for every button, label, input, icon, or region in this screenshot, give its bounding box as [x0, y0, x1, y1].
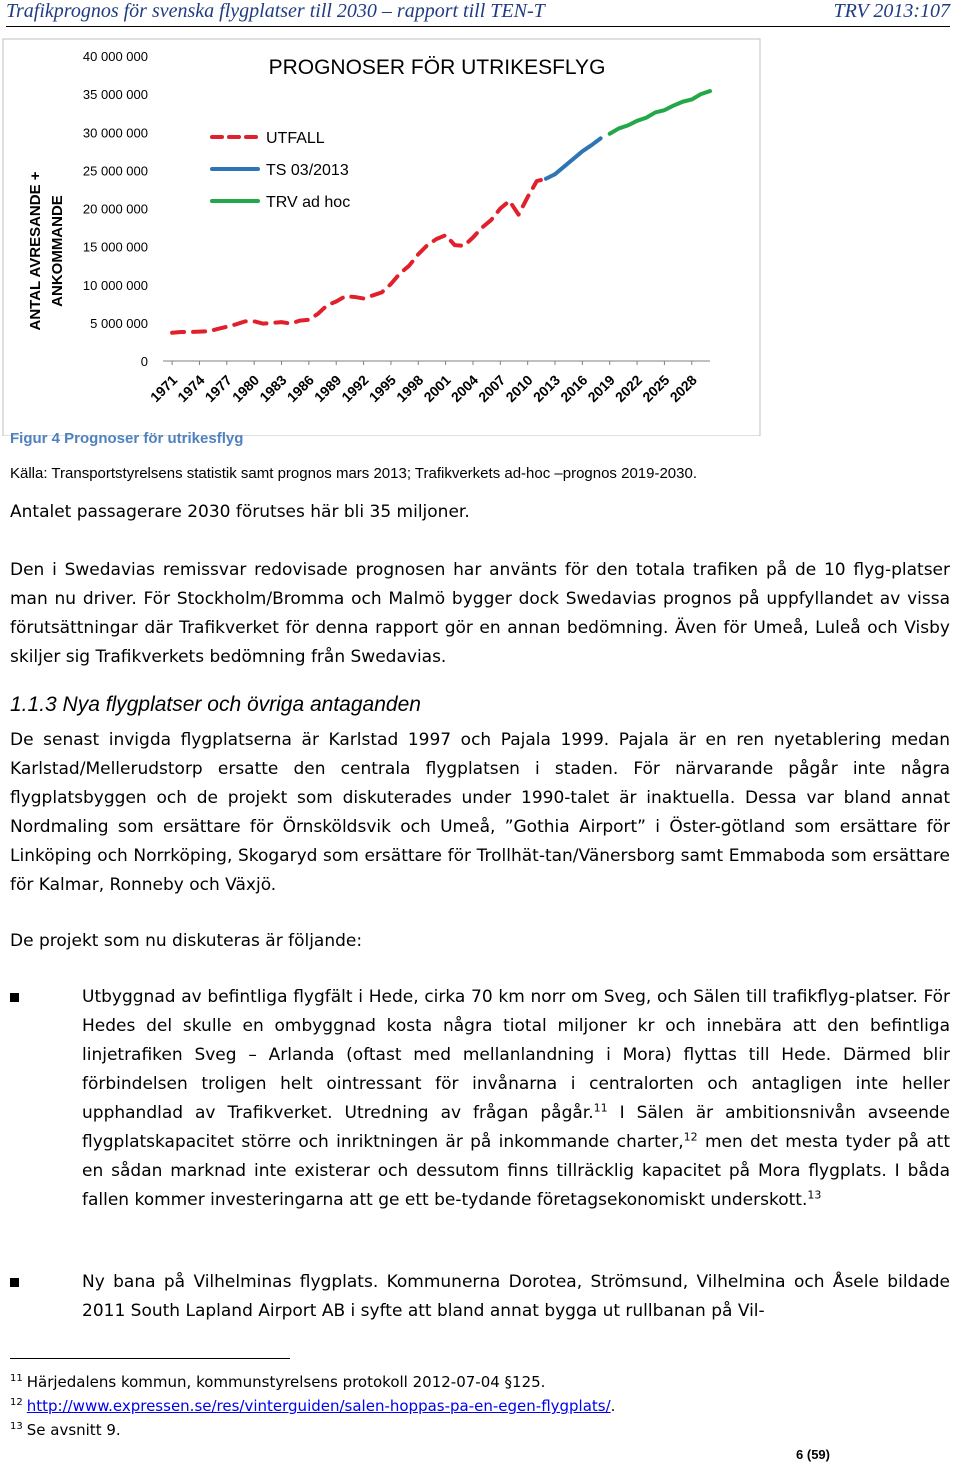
x-tick-label: 2013: [529, 371, 564, 406]
paragraph-passengers: Antalet passagerare 2030 förutses här bli 35 miljoner.: [10, 502, 470, 522]
footnote-ref: 11: [593, 1101, 608, 1115]
forecast-chart: [0, 36, 960, 436]
header-title: Trafikprognos för svenska flygplatser till 2030 – rapport till TEN-T: [6, 0, 545, 22]
x-tick-label: 1980: [228, 371, 263, 406]
y-axis-title: ANTAL AVRESANDE +: [27, 171, 44, 331]
x-tick-label: 2028: [666, 371, 700, 406]
paragraph-swedavia: Den i Swedavias remissvar redovisade prognosen har använts för den totala trafiken på de 10 flyg-platser man nu driver. För Stockholm/Bromma och Malmö bygger dock Swedavias prognos på uppfyllandet av vissa förutsättningar där Trafikverket för denna rapport gör en annan bedömning. Även för Umeå, Luleå och Visby skiljer sig Trafikverkets bedömning från Swedavias.: [10, 560, 950, 667]
legend-label: TS 03/2013: [266, 162, 349, 179]
list-item: [10, 1268, 950, 1326]
footnote-ref: 12: [683, 1130, 698, 1144]
x-tick-label: 1974: [174, 371, 208, 406]
footnote: $^{11}$ Härjedalens kommun, kommunstyrelsens protokoll 2012-07-04 §125.: [10, 1373, 546, 1391]
x-tick-label: 1992: [338, 371, 372, 406]
y-tick-label: 0: [140, 354, 148, 369]
figure-caption: Figur 4 Prognoser för utrikesflyg: [10, 430, 244, 447]
series-line: [610, 91, 710, 134]
chart-title: PROGNOSER FÖR UTRIKESFLYG: [268, 56, 606, 79]
figure-source: Källa: Transportstyrelsens statistik samt prognos mars 2013; Trafikverkets ad-hoc –prognos 2019-2030.: [10, 465, 698, 482]
footnote: $^{13}$ Se avsnitt 9.: [10, 1421, 121, 1439]
x-tick-label: 1989: [310, 371, 345, 406]
x-tick-label: 2004: [447, 371, 482, 406]
y-tick-label: 40 000 000: [82, 49, 148, 64]
x-tick-label: 2025: [639, 371, 673, 406]
y-axis-title: ANKOMMANDE: [49, 195, 66, 307]
bullet-square-icon: [10, 993, 19, 1002]
y-tick-label: 15 000 000: [82, 239, 148, 255]
x-tick-label: 2019: [584, 371, 618, 406]
y-tick-label: 10 000 000: [82, 277, 148, 293]
legend-label: TRV ad hoc: [266, 194, 351, 211]
y-tick-label: 5 000 000: [90, 315, 148, 331]
x-tick-label: 1971: [146, 371, 181, 406]
footnote-link[interactable]: http://www.expressen.se/res/vinterguiden/salen-hoppas-pa-en-egen-flygplats/: [26, 1397, 611, 1415]
y-tick-label: 25 000 000: [82, 163, 148, 179]
page-number: 6 (59): [796, 1447, 830, 1462]
x-tick-label: 2010: [502, 371, 536, 406]
y-tick-label: 30 000 000: [82, 125, 148, 141]
y-tick-label: 20 000 000: [82, 201, 148, 217]
paragraph-projects-intro: De projekt som nu diskuteras är följande:: [10, 931, 363, 951]
legend-label: UTFALL: [266, 130, 325, 147]
x-tick-label: 2016: [557, 371, 591, 406]
header-report-id: TRV 2013:107: [833, 0, 950, 22]
bullet-text: I Sälen är ambitionsnivån avseende flygplatskapacitet större och inriktningen är på inkommande charter,: [82, 1103, 950, 1152]
x-tick-label: 2022: [611, 371, 646, 406]
section-heading: 1.1.3 Nya flygplatser och övriga antaganden: [10, 693, 421, 716]
footnote: $^{12}$ http://www.expressen.se/res/vinterguiden/salen-hoppas-pa-en-egen-flygplats/.: [10, 1397, 616, 1415]
bullet-text: men det mesta tyder på att en sådan marknad inte existerar och dessutom finns tillräcklig kapacitet på Mora flygplats. I båda fallen kommer investeringarna att ge ett be-tydande företagsekonomiskt underskott.: [82, 1132, 951, 1210]
x-tick-label: 1983: [256, 371, 290, 406]
list-item: [10, 983, 950, 1215]
series-line: [546, 138, 601, 178]
x-tick-label: 2007: [475, 371, 509, 406]
page-header: [6, 0, 950, 27]
x-tick-label: 1995: [365, 371, 400, 406]
footnote-ref: 13: [807, 1188, 822, 1202]
bullet-text: Ny bana på Vilhelminas flygplats. Kommunerna Dorotea, Strömsund, Vilhelmina och Åsele bildade 2011 South Lapland Airport AB i syfte att bland annat bygga ut rullbanan på Vil-: [82, 1272, 950, 1321]
x-tick-label: 2001: [420, 371, 454, 406]
y-tick-label: 35 000 000: [82, 87, 148, 103]
x-tick-label: 1977: [201, 371, 235, 406]
bullet-text: Utbyggnad av befintliga flygfält i Hede, cirka 70 km norr om Sveg, och Sälen till trafikflyg-platser. För Hedes del skulle en ombyggnad kosta några tiotal miljoner kr och innebära att den befintliga linjetrafiken Sveg – Arlanda (oftast med mellanlandning i Mora) flyttas till Hede. Därmed blir förbindelsen troligen helt ointressant för invånarna i centralorten och antagligen inte heller upphandlad av Trafikverket. Utredning av frågan pågår.: [82, 987, 950, 1123]
paragraph-new-airports: De senast invigda flygplatserna är Karlstad 1997 och Pajala 1999. Pajala är en ren nyetablering medan Karlstad/Mellerudstorp ersatte den centrala flygplatsen i staden. För närvarande pågår inte några flygplatsbyggen och de projekt som diskuterades under 1990-talet är inaktuella. Dessa var bland annat Nordmaling som ersättare för Örnsköldsvik och Umeå, ”Gothia Airport” i Öster-götland som ersättare för Linköping och Norrköping, Skogaryd som ersättare för Trollhät-tan/Vänersborg samt Emmaboda som ersättare för Kalmar, Ronneby och Växjö.: [10, 730, 950, 895]
x-tick-label: 1986: [283, 371, 317, 406]
bullet-square-icon: [10, 1278, 19, 1287]
x-tick-label: 1998: [393, 371, 427, 406]
footnote-divider: [10, 1358, 290, 1359]
